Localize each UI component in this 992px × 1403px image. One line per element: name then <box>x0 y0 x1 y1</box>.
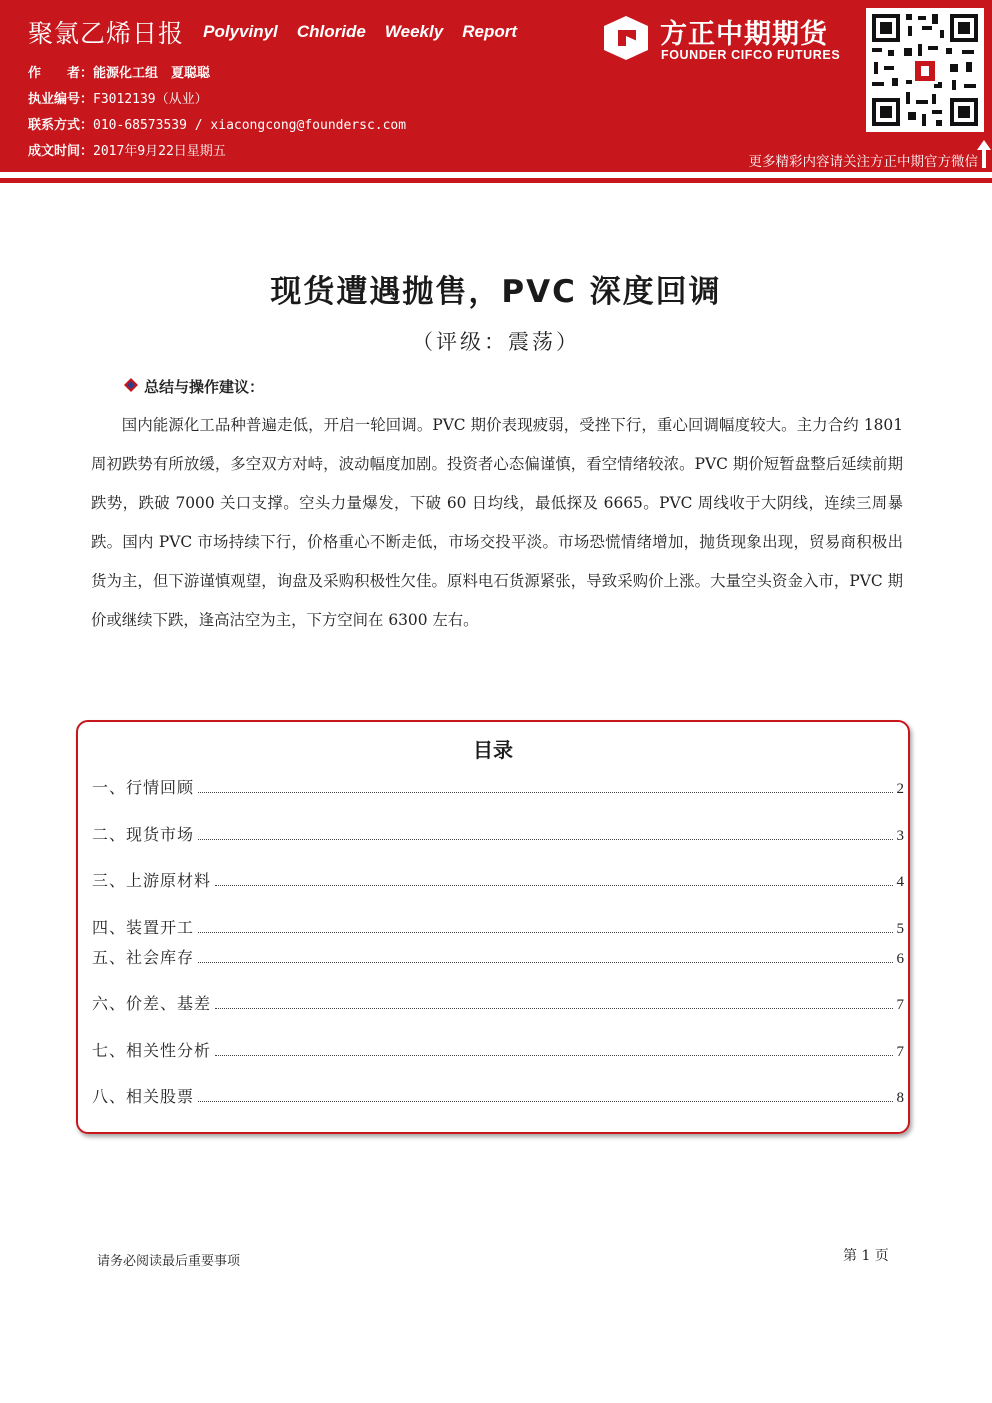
author-value: 能源化工组 夏聪聪 <box>93 66 211 81</box>
toc-item-label: 七、相关性分析 <box>92 1041 212 1060</box>
author-line <box>28 62 210 81</box>
license-label: 执业编号： <box>28 92 94 107</box>
footer-disclaimer-notice: 请务必阅读最后重要事项 <box>97 1254 241 1269</box>
table-of-contents <box>76 720 910 1134</box>
toc-item[interactable] <box>92 1037 904 1061</box>
author-label: 作 者： <box>28 66 94 81</box>
contact-value[interactable]: 010-68573539 / xiacongcong@foundersc.com <box>93 118 407 133</box>
toc-item-page: 7 <box>896 997 904 1013</box>
toc-item-label: 三、上游原材料 <box>92 871 212 890</box>
toc-leader-dots <box>198 1100 892 1102</box>
license-line <box>28 88 208 107</box>
toc-item-page: 6 <box>896 951 904 967</box>
summary-paragraph: 国内能源化工品种普遍走低，开启一轮回调。PVC 期价表现疲弱，受挫下行，重心回调幅度较大。主力合约 1801 周初跌势有所放缓，多空双方对峙，波动幅度加剧。投资者心态偏谨慎，看空情绪较浓。PVC 期价短暂盘整后延续前期跌势，跌破 7000 关口支撑。空头力量爆发，下破 60 日均线，最低探及 6665。PVC 周线收于大阴线，连续三周暴跌。国内 PVC 市场持续下行，价格重心不断走低，市场交投平淡。市场恐慌情绪增加，抛货现象出现，贸易商积极出货为主，但下游谨慎观望，询盘及采购积极性欠佳。原料电石货源紧张，导致采购价上涨。大量空头资金入市，PVC 期价或继续下跌，逢高沽空为主，下方空间在 6300 左右。 <box>91 416 903 629</box>
toc-item[interactable] <box>92 774 904 798</box>
report-series-title-en-3: Weekly <box>384 22 444 41</box>
toc-leader-dots <box>198 791 892 793</box>
contact-label: 联系方式： <box>28 118 94 133</box>
summary-heading <box>124 376 264 397</box>
contact-line <box>28 114 406 133</box>
toc-item-label: 八、相关股票 <box>92 1087 195 1106</box>
report-header <box>0 0 992 172</box>
toc-leader-dots <box>198 931 892 933</box>
toc-item-label: 一、行情回顾 <box>92 778 195 797</box>
report-title: 现货遭遇抛售，PVC 深度回调 <box>270 274 722 310</box>
wechat-follow-tip: 更多精彩内容请关注方正中期官方微信 <box>748 154 978 170</box>
toc-item[interactable] <box>92 1083 904 1107</box>
company-name-en: FOUNDER CIFCO FUTURES <box>661 48 841 62</box>
bullet-marker-icon <box>124 378 144 396</box>
toc-item-label: 四、装置开工 <box>92 918 195 937</box>
toc-item[interactable] <box>92 990 904 1014</box>
toc-item[interactable] <box>92 867 904 891</box>
toc-leader-dots <box>198 838 892 840</box>
report-series-title-en-2: Chloride <box>296 22 366 41</box>
date-line <box>28 140 226 159</box>
toc-item[interactable] <box>92 821 904 845</box>
company-name-cn: 方正中期期货 <box>660 19 828 50</box>
toc-leader-dots <box>215 1054 892 1056</box>
toc-item-label: 二、现货市场 <box>92 825 195 844</box>
company-logo <box>604 14 854 66</box>
report-series-title-en-4: Report <box>462 22 518 41</box>
toc-item-label: 六、价差、基差 <box>92 994 212 1013</box>
toc-leader-dots <box>198 961 892 963</box>
date-value: 2017年9月22日星期五 <box>93 144 226 159</box>
toc-item-page: 5 <box>896 921 904 937</box>
license-value: F3012139（从业） <box>93 92 208 107</box>
toc-leader-dots <box>215 1007 892 1009</box>
toc-item-label: 五、社会库存 <box>92 948 195 967</box>
toc-item[interactable] <box>92 944 904 968</box>
header-title-line <box>28 14 517 50</box>
arrow-up-icon <box>977 140 991 168</box>
date-label: 成文时间： <box>28 144 94 159</box>
company-logo-mark-icon <box>604 16 648 60</box>
footer-page-number: 第 1 页 <box>843 1248 889 1264</box>
report-series-title: 聚氯乙烯日报 <box>28 19 185 48</box>
toc-item[interactable] <box>92 914 904 938</box>
toc-item-page: 3 <box>896 828 904 844</box>
toc-item-page: 8 <box>896 1090 904 1106</box>
toc-item-page: 2 <box>896 781 904 797</box>
toc-item-page: 7 <box>896 1044 904 1060</box>
toc-title: 目录 <box>473 738 513 762</box>
toc-leader-dots <box>215 884 892 886</box>
toc-item-page: 4 <box>896 874 904 890</box>
summary-heading-text: 总结与操作建议： <box>144 378 265 396</box>
header-divider-red <box>0 178 992 183</box>
wechat-qr-code-icon <box>866 8 984 132</box>
report-series-title-en-1: Polyvinyl <box>203 22 278 41</box>
report-rating: （评级：震荡） <box>412 330 580 354</box>
